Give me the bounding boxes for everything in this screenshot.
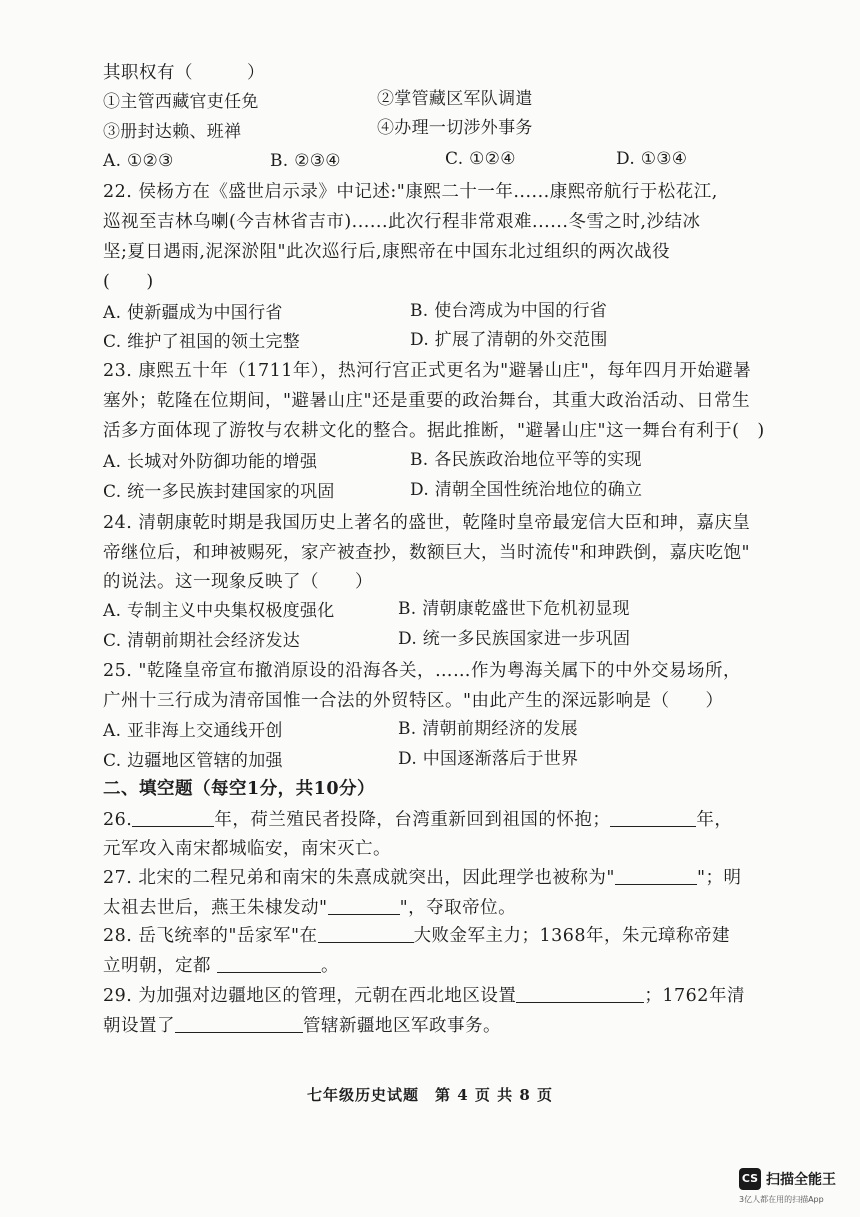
q26-blank-1[interactable]: [132, 808, 214, 827]
q21-item-2: ②掌管藏区军队调遣: [377, 89, 533, 109]
q26-text-b: 年，: [696, 810, 733, 830]
q21-option-b: B. ②③④: [270, 151, 341, 171]
q29-text-b: ；1762年清: [644, 986, 745, 1006]
q28-blank-2[interactable]: [217, 954, 321, 973]
q26-blank-2[interactable]: [610, 808, 696, 827]
q24-option-b: B. 清朝康乾盛世下危机初显现: [398, 599, 630, 619]
q26-line-1: [103, 808, 732, 831]
q23-option-b: B. 各民族政治地位平等的实现: [410, 450, 642, 470]
q24-line-3: 的说法。这一现象反映了（ ）: [103, 572, 373, 592]
q22-line-3: 坚;夏日遇雨,泥深淤阻"此次巡行后,康熙帝在中国东北过组织的两次战役: [103, 242, 671, 262]
q22-line-4: ( ): [103, 272, 154, 292]
q22-line-2: 巡视至吉林乌喇(今吉林省吉市)......此次行程非常艰难......冬雪之时,沙结冰: [103, 212, 701, 232]
q28-blank-1[interactable]: [318, 924, 414, 943]
q28-text-a: 28. 岳飞统率的"岳家军"在: [103, 926, 318, 946]
q21-item-4: ④办理一切涉外事务: [377, 118, 533, 138]
camscanner-logo: [739, 1168, 849, 1208]
q28-text-b: 大败金军主力；1368年，朱元璋称帝建: [413, 926, 731, 946]
q23-line-1: 23. 康熙五十年（1711年），热河行宫正式更名为"避暑山庄"，每年四月开始避暑: [103, 361, 752, 381]
q27-blank-1[interactable]: [615, 866, 697, 885]
page-footer: 七年级历史试题 第 4 页 共 8 页: [307, 1086, 553, 1104]
q29-text-c: 朝设置了: [103, 1016, 175, 1036]
q23-option-a: A. 长城对外防御功能的增强: [103, 452, 318, 472]
q27-text-c: 太祖去世后，燕王朱棣发动": [103, 898, 328, 918]
q23-line-2: 塞外；乾隆在位期间，"避暑山庄"还是重要的政治舞台，其重大政治活动、日常生: [103, 391, 751, 411]
q27-line-1: [103, 866, 742, 889]
q29-line-2: [103, 1014, 501, 1037]
q27-blank-2[interactable]: [328, 896, 400, 915]
q21-option-a: A. ①②③: [103, 151, 174, 171]
q28-line-1: [103, 924, 730, 947]
q28-line-2: [103, 954, 339, 977]
q28-text-c: 立明朝，定都: [103, 956, 211, 976]
q21-item-3: ③册封达赖、班禅: [103, 122, 242, 142]
q25-line-2: 广州十三行成为清帝国惟一合法的外贸特区。"由此产生的深远影响是（ ）: [103, 691, 724, 711]
q26-text-c: 元军攻入南宋都城临安，南宋灭亡。: [103, 839, 391, 859]
q22-option-a: A. 使新疆成为中国行省: [103, 303, 283, 323]
logo-tagline: 3亿人都在用的扫描App: [739, 1195, 824, 1204]
q25-option-a: A. 亚非海上交通线开创: [103, 721, 283, 741]
q22-option-c: C. 维护了祖国的领土完整: [103, 332, 301, 352]
logo-name: 扫描全能王: [766, 1172, 836, 1188]
q29-text-d: 管辖新疆地区军政事务。: [303, 1016, 501, 1036]
q28-text-d: 。: [321, 956, 339, 976]
q24-line-2: 帝继位后，和珅被赐死，家产被查抄，数额巨大，当时流传"和珅跌倒，嘉庆吃饱": [103, 543, 751, 563]
q24-option-d: D. 统一多民族国家进一步巩固: [398, 629, 631, 649]
q29-blank-1[interactable]: [516, 984, 644, 1003]
q24-option-c: C. 清朝前期社会经济发达: [103, 631, 301, 651]
q21-option-c: C. ①②④: [445, 149, 516, 169]
q25-line-1: 25. "乾隆皇帝宣布撤消原设的沿海各关，……作为粤海关属下的中外交易场所，: [103, 661, 741, 681]
q25-option-d: D. 中国逐渐落后于世界: [398, 749, 579, 769]
q22-option-d: D. 扩展了清朝的外交范围: [410, 330, 608, 350]
q26-number: 26.: [103, 810, 133, 830]
q29-line-1: [103, 984, 745, 1007]
q27-text-a: 27. 北宋的二程兄弟和南宋的朱熹成就突出，因此理学也被称为": [103, 868, 615, 888]
q22-option-b: B. 使台湾成为中国的行省: [410, 301, 608, 321]
section-title-fill-in: 二、填空题（每空1分，共10分）: [103, 779, 376, 799]
q24-line-1: 24. 清朝康乾时期是我国历史上著名的盛世，乾隆时皇帝最宠信大臣和珅，嘉庆皇: [103, 513, 751, 533]
bleed-through-text: [470, 60, 622, 87]
q22-line-1: 22. 侯杨方在《盛世启示录》中记述:"康熙二十一年......康熙帝航行于松花江,: [103, 182, 718, 202]
q21-stem-tail: 其职权有（ ）: [103, 63, 265, 83]
q27-line-2: [103, 896, 516, 919]
q29-text-a: 29. 为加强对边疆地区的管理，元朝在西北地区设置: [103, 986, 517, 1006]
q23-option-c: C. 统一多民族封建国家的巩固: [103, 482, 335, 502]
q27-text-d: "，夺取帝位。: [399, 898, 517, 918]
q23-line-3: 活多方面体现了游牧与农耕文化的整合。据此推断，"避暑山庄"这一舞台有利于( ): [103, 421, 765, 441]
q29-blank-2[interactable]: [175, 1014, 303, 1033]
q27-text-b: "；明: [696, 868, 742, 888]
q25-option-b: B. 清朝前期经济的发展: [398, 719, 578, 739]
cs-logo-icon: CS: [739, 1168, 761, 1190]
q21-item-1: ①主管西藏官吏任免: [103, 92, 259, 112]
q24-option-a: A. 专制主义中央集权极度强化: [103, 601, 335, 621]
q26-text-a: 年，荷兰殖民者投降，台湾重新回到祖国的怀抱；: [214, 810, 611, 830]
q25-option-c: C. 边疆地区管辖的加强: [103, 751, 283, 771]
q23-option-d: D. 清朝全国性统治地位的确立: [410, 480, 643, 500]
q21-option-d: D. ①③④: [616, 149, 688, 169]
